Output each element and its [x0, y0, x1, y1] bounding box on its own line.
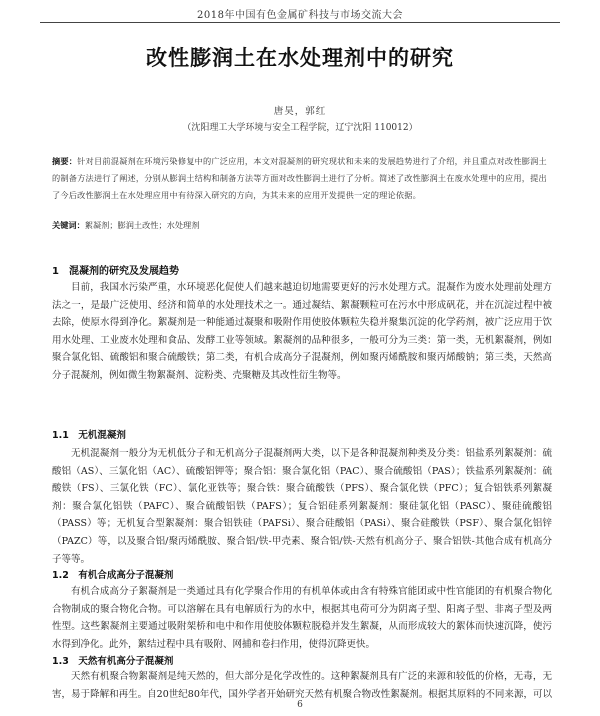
abstract-text: 针对目前混凝剂在环境污染修复中的广泛应用，本文对混凝剂的研究现状和未来的发展趋势进行了介绍，并且重点对改性膨润土的制备方法进行了阐述，分别从膨润土结构和制备方法等方面对改性膨润土进行了分析。简述了改性膨润土在废水处理中的应用，提出了今后改性膨润土在水处理应用中有待深入研究的方向，为其未来的应用开发提供一定的理论依据。	[52, 156, 547, 200]
section-heading-1: 1 混凝剂的研究及发展趋势	[52, 266, 179, 277]
section-1-2-paragraph: 有机合成高分子絮凝剂是一类通过具有化学聚合作用的有机单体或由含有特殊官能团或中性官能团的有机聚合物化合物制成的聚合物化合物。可以溶解在具有电解质行为的水中，根据其电荷可分为阴离子型、阳离子型、非离子型及两性型。这些絮凝剂主要通过吸附架桥和电中和作用使胶体颗粒脱稳并发生絮凝，从而形成较大的絮体而快速沉降，使污水得到净化。此外，絮结过程中具有吸附、网捕和卷扫作用，使得沉降更快。	[52, 586, 552, 650]
section-heading-1-2: 1.2 有机合成高分子混凝剂	[52, 570, 174, 581]
abstract-label: 摘要：	[52, 156, 78, 166]
running-header: 2018年中国有色金属矿科技与市场交流大会	[197, 10, 403, 21]
page-number: 6	[297, 700, 303, 710]
keywords-text: 絮凝剂；膨润土改性；水处理剂	[84, 220, 200, 230]
authors: 唐昊，郭红	[273, 106, 327, 117]
section-heading-1-1: 1.1 无机混凝剂	[52, 430, 126, 441]
paper-title: 改性膨润土在水处理剂中的研究	[146, 46, 454, 70]
affiliation: （沈阳理工大学环境与安全工程学院，辽宁沈阳 110012）	[182, 123, 418, 133]
keywords-label: 关键词：	[52, 220, 85, 230]
section-heading-1-3: 1.3 天然有机高分子混凝剂	[52, 656, 174, 667]
section-1-3-paragraph: 天然有机聚合物絮凝剂是纯天然的，但大部分是化学改性的。这种絮凝剂具有广泛的来源和较低的价格，无毒，无害，易于降解和再生。自20世纪80年代，国外学者开始研究天然有机聚合物改性絮凝剂。根据其原料的不同来源，可以	[52, 671, 552, 700]
section-1-paragraph: 目前，我国水污染严重，水环境恶化促使人们越来越迫切地需要更好的污水处理方式。混凝作为废水处理前处理方法之一，是最广泛使用、经济和简单的水处理技术之一。通过凝结、絮凝颗粒可在污水中形成矾花，并在沉淀过程中被去除，使原水得到净化。絮凝剂是一种能通过凝聚和吸附作用使胶体颗粒失稳并聚集沉淀的化学药剂，被广泛应用于饮用水处理、工业废水处理和食品、发酵工业等领域。絮凝剂的品种很多，一般可分为三类：第一类，无机絮凝剂，例如聚合氯化铝、硫酸铝和聚合硫酸铁；第二类，有机合成高分子混凝剂，例如聚丙烯酰胺和聚丙烯酸钠；第三类，天然高分子混凝剂，例如微生物絮凝剂、淀粉类、壳聚糖及其改性衍生物等。	[52, 282, 552, 381]
section-1-1-paragraph: 无机混凝剂一般分为无机低分子和无机高分子混凝剂两大类，以下是各种混凝剂种类及分类：铝盐系列絮凝剂：硫酸铝（AS）、三氯化铝（AC）、硫酸铝钾等；聚合铝：聚合氯化铝（PAC）、聚合硫酸铝（PAS）；铁盐系列絮凝剂：硫酸铁（FS）、三氯化铁（FC）、氯化亚铁等；聚合铁：聚合硫酸铁（PFS）、聚合氯化铁（PFC）；复合铝铁系列絮凝剂：聚合氯化铝铁（PAFC）、聚合硫酸铝铁（PAFS）；复合铝硅系列絮凝剂：聚硅氯化铝（PASC）、聚硅硫酸铝（PASS）等；无机复合型絮凝剂：聚合铝铁硅（PAFSi）、聚合硅酸铝（PASi）、聚合硅酸铁（PSF）、聚合氯化铝锌（PAZC）等，以及聚合铝/聚丙烯酰胺、聚合铝/铁-甲壳素、聚合铝/铁-天然有机高分子、聚合铝铁-其他合成有机高分子等等。	[52, 448, 552, 565]
header-rule	[40, 22, 560, 23]
abstract	[52, 153, 552, 204]
keywords	[52, 220, 552, 231]
